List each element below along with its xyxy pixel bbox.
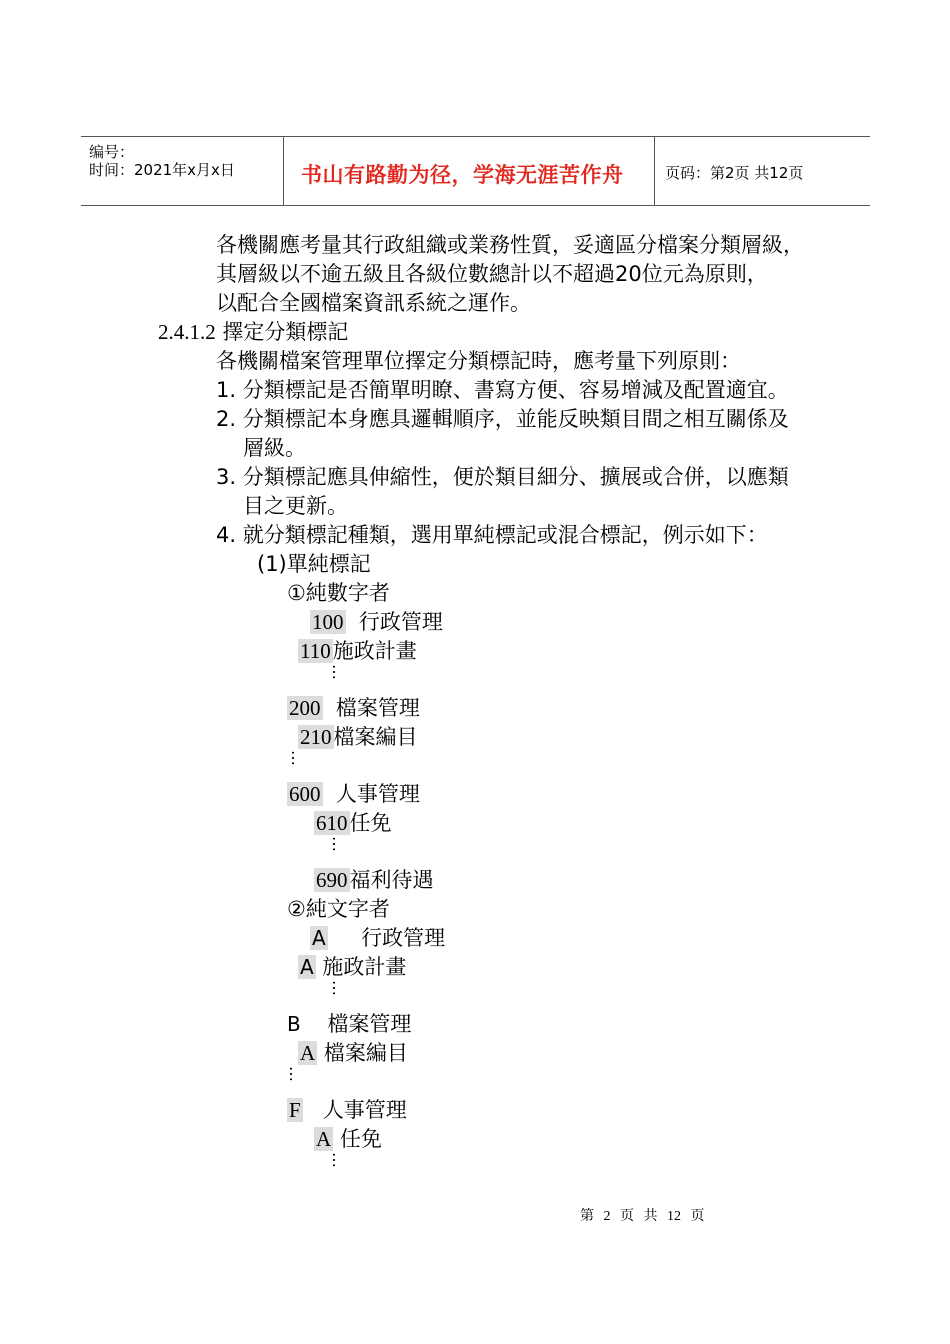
code-label: 任免: [339, 1127, 382, 1151]
code-label: 人事管理: [335, 782, 420, 806]
code-value: 100: [312, 610, 344, 634]
code-row: [287, 1096, 407, 1125]
ellipsis: …: [288, 750, 307, 768]
code-value: B: [287, 1012, 301, 1036]
principle-item-cont: 層級。: [243, 436, 306, 460]
code-row: [298, 953, 406, 982]
principle-item: 2. 分類標記本身應具邏輯順序，並能反映類目間之相互關係及: [216, 407, 789, 431]
code-value: 600: [289, 782, 321, 806]
code-value: 690: [316, 868, 348, 892]
code-value: A: [300, 1041, 316, 1065]
ellipsis: …: [329, 836, 348, 854]
code-label: 人事管理: [322, 1098, 407, 1122]
code-row: [298, 1039, 408, 1068]
code-value: 210: [300, 725, 332, 749]
code-label: 施政計畫: [332, 639, 417, 663]
section-heading: [158, 318, 348, 347]
principle-item-cont: 目之更新。: [243, 494, 348, 518]
header-divider: [283, 137, 284, 205]
code-row: [314, 809, 392, 838]
ellipsis: …: [329, 1152, 348, 1170]
code-label: 檔案編目: [333, 725, 418, 749]
intro-line: 各機關應考量其行政組織或業務性質，妥適區分檔案分類層級，: [216, 233, 804, 257]
intro-line: 以配合全國檔案資訊系統之運作。: [216, 291, 531, 315]
section-lead: 各機關檔案管理單位擇定分類標記時，應考量下列原則：: [216, 349, 741, 373]
header-motto: 书山有路勤为径，学海无涯苦作舟: [301, 163, 624, 187]
page-footer: 第 2 页 共 12 页: [580, 1209, 705, 1224]
intro-line: 其層級以不逾五級且各級位數總計以不超過20位元為原則，: [216, 262, 768, 286]
code-row: [314, 1125, 382, 1154]
numeric-heading: ①純數字者: [287, 581, 390, 605]
header-page-info: 页码：第2页 共12页: [665, 164, 804, 182]
code-label: 任免: [349, 811, 392, 835]
text-heading: ②純文字者: [287, 897, 390, 921]
ellipsis: …: [329, 664, 348, 682]
code-label: 檔案管理: [327, 1012, 412, 1036]
code-row: [310, 924, 445, 953]
code-label: 行政管理: [358, 610, 443, 634]
code-row: [287, 780, 420, 809]
principle-item: 3. 分類標記應具伸縮性，便於類目細分、擴展或合併，以應類: [216, 465, 789, 489]
section-title: 擇定分類標記: [222, 320, 349, 344]
simple-heading: (1)單純標記: [257, 552, 371, 576]
code-value: 610: [316, 811, 348, 835]
principle-item: 1. 分類標記是否簡單明瞭、書寫方便、容易增減及配置適宜。: [216, 378, 789, 402]
header-divider: [654, 137, 655, 205]
code-value: A: [312, 926, 326, 950]
code-value: A: [300, 955, 314, 979]
code-row: [298, 637, 417, 666]
code-value: 200: [289, 696, 321, 720]
code-row: [287, 694, 420, 723]
code-row: [314, 866, 434, 895]
code-row: [287, 1010, 411, 1039]
ellipsis: …: [329, 980, 348, 998]
code-label: 施政計畫: [322, 955, 407, 979]
header-number-label: 编号：: [89, 143, 135, 161]
ellipsis: …: [286, 1066, 305, 1084]
code-value: A: [316, 1127, 332, 1151]
page-header: [81, 136, 870, 206]
code-value: F: [289, 1098, 301, 1122]
principle-item: 4. 就分類標記種類，選用單純標記或混合標記，例示如下：: [216, 523, 768, 547]
code-label: 行政管理: [361, 926, 446, 950]
code-row: [298, 723, 418, 752]
header-time-label: 时间：2021年x月x日: [89, 161, 235, 179]
section-number: 2.4.1.2: [158, 320, 216, 344]
code-label: 福利待遇: [349, 868, 434, 892]
code-value: 110: [300, 639, 331, 663]
code-label: 檔案編目: [323, 1041, 408, 1065]
code-row: [310, 608, 443, 637]
code-label: 檔案管理: [335, 696, 420, 720]
